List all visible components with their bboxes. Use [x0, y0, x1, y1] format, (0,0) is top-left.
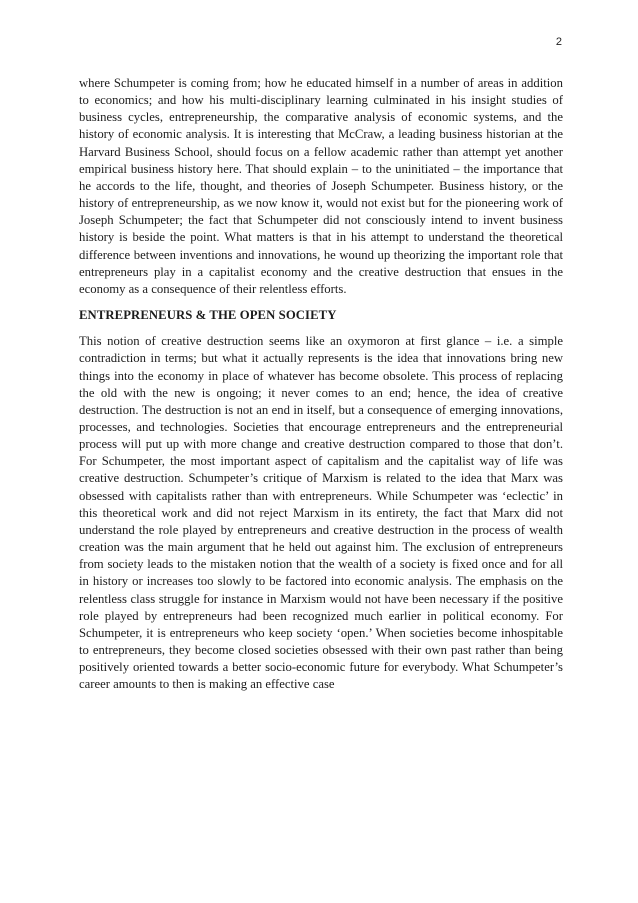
paragraph-schumpeter-background: where Schumpeter is coming from; how he educated himself in a number of areas in addition to economics; and how his multi-disciplinary learning culminated in his insight studies of business cycles, entrepreneurship, the comparative analysis of economic systems, and the history of economic analysis. It is interesting that McCraw, a leading business historian at the Harvard Business School, should focus on a fellow academic rather than attempt yet another empirical business history here. That should explain – to the uninitiated – the importance that he accords to the life, thought, and theories of Joseph Schumpeter. Business history, or the history of entrepreneurship, as we now know it, would not exist but for the pioneering work of Joseph Schumpeter; the fact that Schumpeter did not consciously intend to invent business history is beside the point. What matters is that in his attempt to understand the theoretical difference between inventions and innovations, he wound up theorizing the important role that entrepreneurs play in a capitalist economy and the creative destruction that ensues in the economy as a consequence of their relentless efforts.: [79, 76, 563, 296]
body-text: [79, 75, 563, 693]
section-heading: ENTREPRENEURS & THE OPEN SOCIETY: [79, 308, 337, 323]
page-number: 2: [555, 36, 562, 48]
paragraph-creative-destruction: This notion of creative destruction seems like an oxymoron at first glance – i.e. a simple contradiction in terms; but what it actually represents is the idea that innovations bring new things into the economy in place of whatever has become obsolete. This process of replacing the old with the new is ongoing; it never comes to an end; hence, the idea of creative destruction. The destruction is not an end in itself, but a consequence of emerging innovations, processes, and technologies. Societies that encourage entrepreneurs and the entrepreneurial process will put up with more change and creative destruction compared to those that don’t. For Schumpeter, the most important aspect of capitalism and the capitalist way of life was creative destruction. Schumpeter’s critique of Marxism is related to the idea that Marx was obsessed with capitalists rather than with entrepreneurs. While Schumpeter was ‘eclectic’ in this theoretical work and did not reject Marxism in its entirety, the fact that Marx did not understand the role played by entrepreneurs and creative destruction in the process of wealth creation was the main argument that he held out against him. The exclusion of entrepreneurs from society leads to the mistaken notion that the wealth of a society is fixed once and for all in history or increases too slowly to be factored into economic analysis. The emphasis on the relentless class struggle for instance in Marxism would not have been necessary if the positive role played by entrepreneurs had been recognized much earlier in political economy. For Schumpeter, it is entrepreneurs who keep society ‘open.’ When societies become inhospitable to entrepreneurs, they become closed societies obsessed with their own past rather than being positively oriented towards a better socio-economic future for everybody. What Schumpeter’s career amounts to then is making an effective case: [79, 334, 563, 692]
